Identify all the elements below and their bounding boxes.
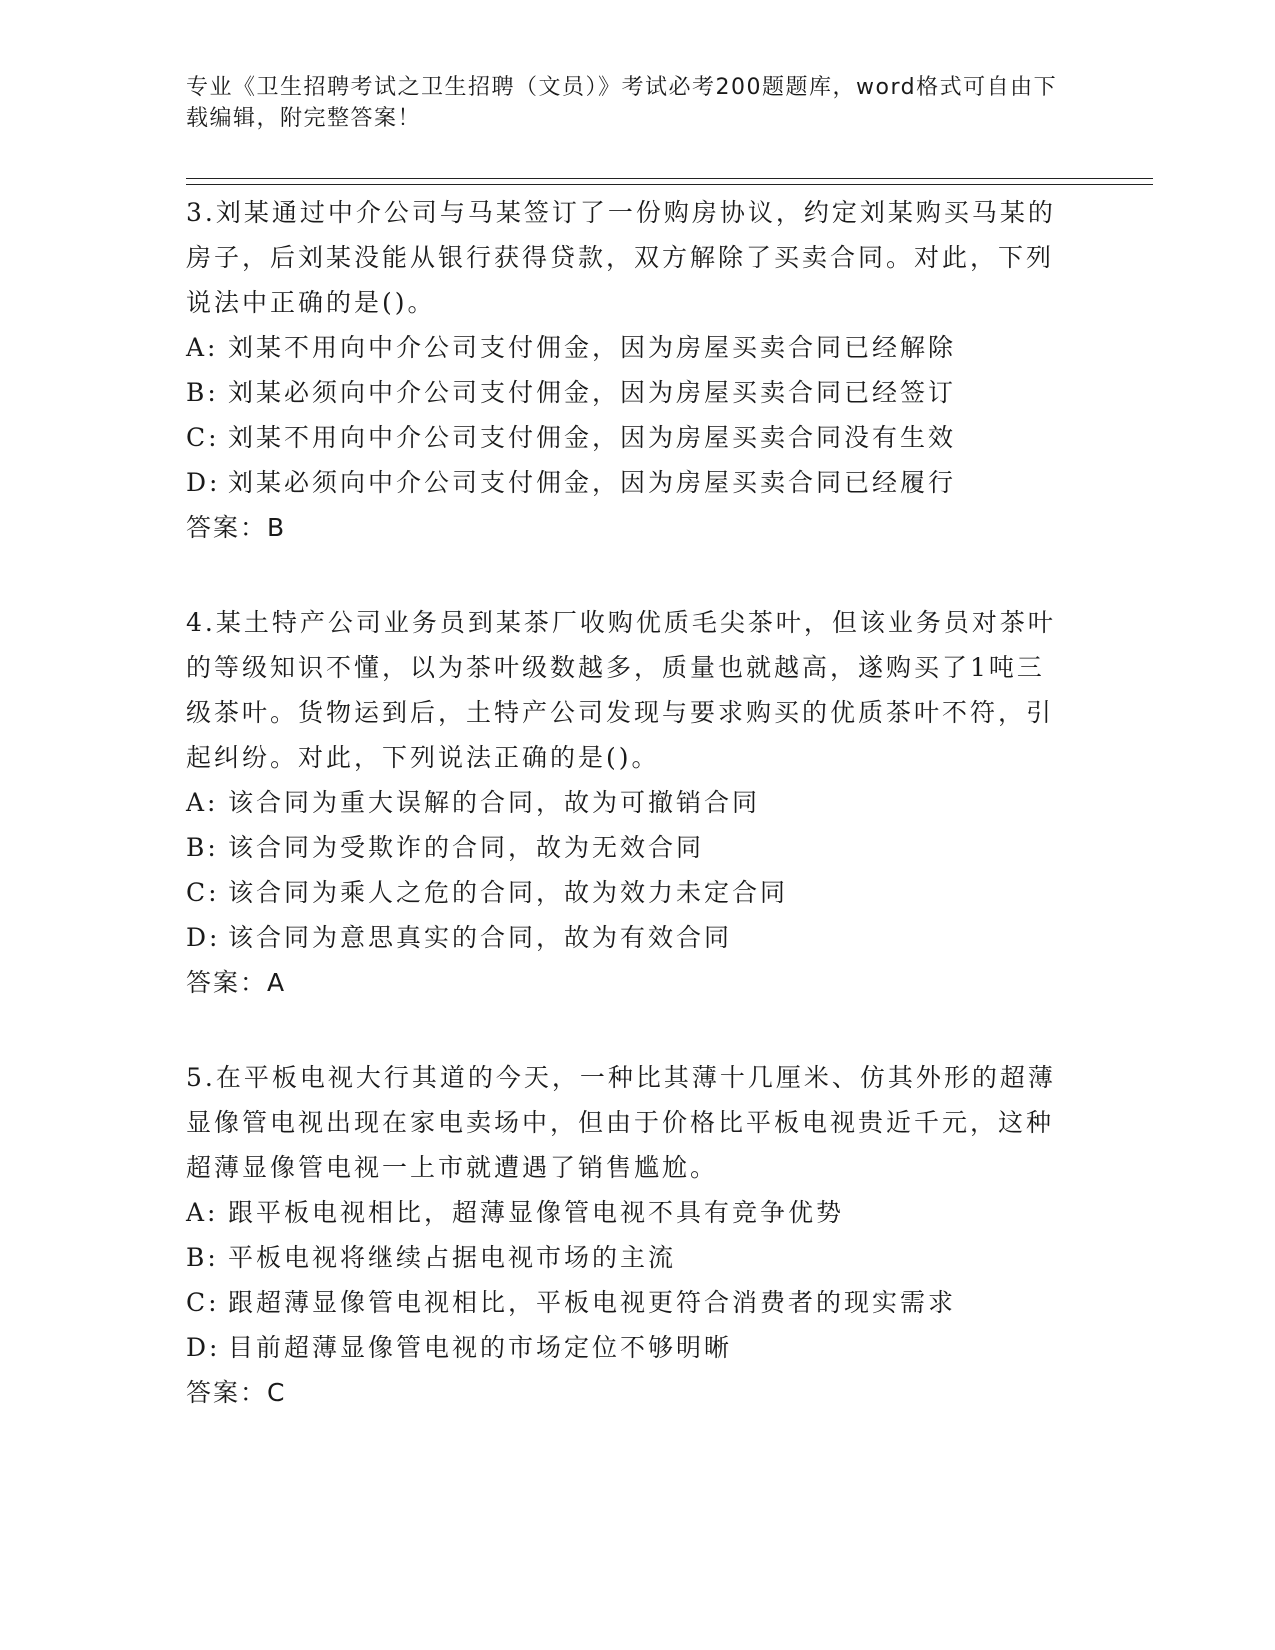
option-letter: D: [186,1333,221,1362]
option-letter: A: [186,788,219,817]
question-block [186,600,1066,1005]
option-text: 该合同为意思真实的合同，故为有效合同 [228,923,733,952]
answer-line: 答案：A [186,968,287,997]
option-letter: B: [186,378,219,407]
option-a [186,1190,1066,1235]
option-d [186,1325,1066,1370]
option-d [186,915,1066,960]
document-header: 专业《卫生招聘考试之卫生招聘（文员）》考试必考200题题库，word格式可自由下载编辑，附完整答案！ [186,75,1058,131]
header-divider-top [186,178,1153,179]
answer-line: 答案：C [186,1378,287,1407]
option-text: 跟平板电视相比，超薄显像管电视不具有竞争优势 [228,1198,845,1227]
option-c [186,415,1066,460]
option-letter: D: [186,468,221,497]
question-block [186,190,1066,550]
option-letter: C: [186,423,220,452]
option-text: 该合同为乘人之危的合同，故为效力未定合同 [228,878,789,907]
option-b [186,1235,1066,1280]
option-a [186,325,1066,370]
option-d [186,460,1066,505]
option-text: 该合同为受欺诈的合同，故为无效合同 [228,833,705,862]
option-text: 目前超薄显像管电视的市场定位不够明晰 [228,1333,733,1362]
question-stem: 3.刘某通过中介公司与马某签订了一份购房协议，约定刘某购买马某的房子，后刘某没能从银行获得贷款，双方解除了买卖合同。对此，下列说法中正确的是()。 [186,198,1056,317]
option-letter: C: [186,1288,220,1317]
option-a [186,780,1066,825]
option-text: 刘某必须向中介公司支付佣金，因为房屋买卖合同已经履行 [228,468,957,497]
option-letter: C: [186,878,220,907]
option-c [186,1280,1066,1325]
option-text: 跟超薄显像管电视相比，平板电视更符合消费者的现实需求 [228,1288,957,1317]
option-c [186,870,1066,915]
option-letter: B: [186,833,219,862]
option-text: 刘某不用向中介公司支付佣金，因为房屋买卖合同没有生效 [228,423,957,452]
option-b [186,370,1066,415]
question-stem: 5.在平板电视大行其道的今天，一种比其薄十几厘米、仿其外形的超薄显像管电视出现在家电卖场中，但由于价格比平板电视贵近千元，这种超薄显像管电视一上市就遭遇了销售尴尬。 [186,1063,1056,1182]
question-block [186,1055,1066,1415]
option-letter: D: [186,923,221,952]
option-text: 刘某不用向中介公司支付佣金，因为房屋买卖合同已经解除 [228,333,957,362]
option-letter: B: [186,1243,219,1272]
option-text: 该合同为重大误解的合同，故为可撤销合同 [228,788,761,817]
header-divider-bottom [186,184,1153,185]
option-text: 刘某必须向中介公司支付佣金，因为房屋买卖合同已经签订 [228,378,957,407]
option-letter: A: [186,333,219,362]
answer-line: 答案：B [186,513,287,542]
option-b [186,825,1066,870]
question-stem: 4.某土特产公司业务员到某茶厂收购优质毛尖茶叶，但该业务员对茶叶的等级知识不懂，以为茶叶级数越多，质量也就越高，遂购买了1吨三级茶叶。货物运到后，土特产公司发现与要求购买的优质茶叶不符，引起纠纷。对此，下列说法正确的是()。 [186,608,1056,772]
option-letter: A: [186,1198,219,1227]
option-text: 平板电视将继续占据电视市场的主流 [228,1243,677,1272]
